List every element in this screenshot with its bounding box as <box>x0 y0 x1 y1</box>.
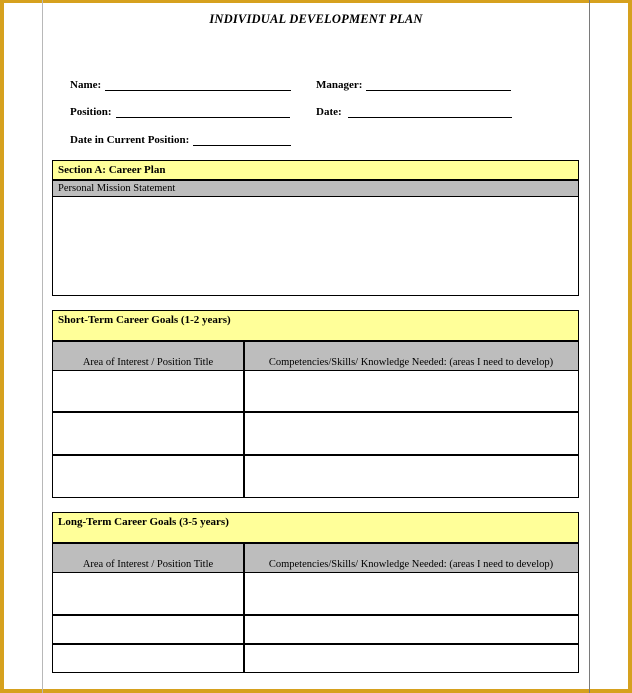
page-edge-left <box>42 0 43 693</box>
section-a-box <box>52 160 579 296</box>
page-edge-right <box>589 0 590 693</box>
document-title: INDIVIDUAL DEVELOPMENT PLAN <box>209 12 423 26</box>
long-term-col-area: Area of Interest / Position Title <box>82 558 214 570</box>
long-term-row-2-area[interactable] <box>53 616 243 643</box>
long-term-row-1-area[interactable] <box>53 573 243 614</box>
long-term-column-header-row <box>53 544 578 572</box>
name-label: Name: <box>70 79 102 91</box>
name-field <box>70 79 291 91</box>
long-term-row-3-competencies[interactable] <box>245 645 578 672</box>
long-term-col-competencies: Competencies/Skills/ Knowledge Needed: (areas I need to develop) <box>268 558 554 570</box>
short-term-col-area: Area of Interest / Position Title <box>82 356 214 368</box>
position-input-line[interactable] <box>116 108 290 118</box>
position-label: Position: <box>70 106 112 118</box>
short-term-row-1-area[interactable] <box>53 371 243 411</box>
short-term-goals-box <box>52 310 579 498</box>
short-term-header: Short-Term Career Goals (1-2 years) <box>53 311 578 340</box>
manager-input-line[interactable] <box>366 81 511 91</box>
position-field <box>70 106 290 118</box>
date-current-position-input-line[interactable] <box>193 136 291 146</box>
short-term-row-3-competencies[interactable] <box>245 456 578 497</box>
short-term-col-competencies: Competencies/Skills/ Knowledge Needed: (areas I need to develop) <box>268 356 554 368</box>
long-term-row-3-area[interactable] <box>53 645 243 672</box>
long-term-goals-box <box>52 512 579 673</box>
date-current-position-field <box>70 134 291 146</box>
manager-label: Manager: <box>316 79 363 91</box>
short-term-row-2-area[interactable] <box>53 413 243 454</box>
section-a-header: Section A: Career Plan <box>53 161 578 179</box>
date-label: Date: <box>316 106 342 118</box>
long-term-row-2-competencies[interactable] <box>245 616 578 643</box>
manager-field <box>316 79 511 91</box>
short-term-row-3-area[interactable] <box>53 456 243 497</box>
short-term-row-1-competencies[interactable] <box>245 371 578 411</box>
short-term-row-2-competencies[interactable] <box>245 413 578 454</box>
long-term-header: Long-Term Career Goals (3-5 years) <box>53 513 578 542</box>
name-input-line[interactable] <box>105 81 291 91</box>
mission-statement-area[interactable] <box>53 197 578 295</box>
mission-statement-header: Personal Mission Statement <box>53 181 578 196</box>
date-field <box>316 106 512 118</box>
date-input-line[interactable] <box>348 108 512 118</box>
date-current-position-label: Date in Current Position: <box>70 134 190 146</box>
short-term-column-header-row <box>53 342 578 370</box>
long-term-row-1-competencies[interactable] <box>245 573 578 614</box>
